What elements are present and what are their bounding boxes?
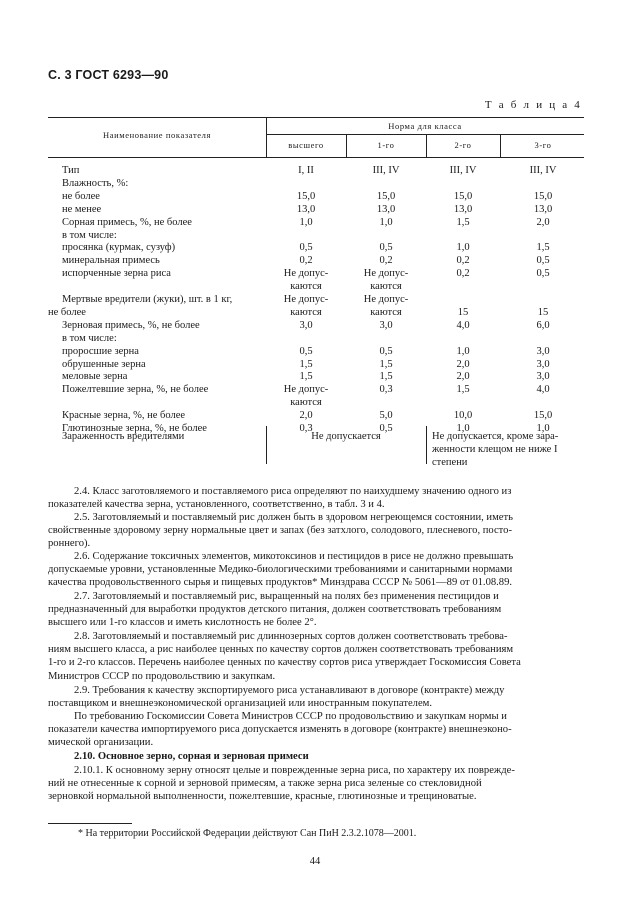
table-cell-value: 13,0	[376, 203, 396, 215]
paragraph-line: высшего или 1-го классов и иметь кислотность не более 2°.	[48, 617, 317, 629]
paragraph-2-4	[48, 485, 584, 511]
paragraph-line: 2.7. Заготовляемый и поставляемый рис, выращенный на полях без применения пестицидов и	[74, 591, 499, 602]
table-cell-name: Тип	[62, 165, 80, 176]
table-cell-value: 1,5	[379, 358, 393, 370]
section-heading-2-10	[48, 750, 584, 763]
table-cell-name: не более	[48, 306, 86, 318]
table-cell-value: 0,5	[299, 242, 313, 254]
table-cell-value: 13,0	[533, 203, 553, 215]
table-cell-value: 2,0	[456, 358, 470, 370]
footnote-rule	[48, 823, 132, 824]
table-cell-value: 15	[537, 306, 549, 318]
table-cell-value: 0,2	[456, 255, 470, 267]
table-cell-value: 6,0	[536, 319, 550, 331]
table-cell-value: 10,0	[453, 410, 473, 422]
table-cell-value: 3,0	[299, 319, 313, 331]
table-cell-name: не более	[62, 190, 100, 202]
table-cell-value: 0,5	[379, 423, 393, 434]
table-cell-value: каются	[290, 306, 322, 318]
table-cell-value: 0,5	[536, 268, 550, 280]
table-cell-value: Не допус-	[283, 384, 329, 396]
table-cell-name: испорченные зерна риса	[62, 268, 171, 280]
table-cell-value: III, IV	[372, 165, 400, 176]
table-cell-note: степени	[432, 457, 468, 468]
paragraph-line: качества продовольственного сырья и пищевых продуктов* Минздрава СССР № 5061—89 от 01.08.89.	[48, 577, 513, 589]
table-cell-value: 1,0	[456, 423, 470, 434]
table-cell-value: 15,0	[376, 190, 396, 202]
table-cell-name: Мертвые вредители (жуки), шт. в 1 кг,	[62, 294, 233, 305]
paragraph-line: ниям высшего класса, а рис наиболее ценных по качеству сортов должен соответствовать требованиям	[48, 644, 514, 656]
table-cell-value: Не допус-	[283, 294, 329, 305]
paragraph-line: 2.9. Требования к качеству экспортируемого риса устанавливают в договоре (контракте) между	[74, 685, 505, 696]
table-cell-value: 15,0	[296, 190, 316, 202]
page-header: С. 3 ГОСТ 6293—90	[48, 68, 169, 82]
table-cell-name: Влажность, %:	[62, 177, 129, 189]
table-cell-value: 1,5	[456, 384, 470, 396]
table-cell-value: 3,0	[536, 358, 550, 370]
table-cell-value: каются	[370, 306, 402, 318]
table-cell-value: 1,5	[299, 371, 313, 383]
paragraph-line: мической организации.	[48, 737, 154, 749]
table-cell-name: меловые зерна	[62, 371, 128, 383]
table-cell-name: Глютинозные зерна, %, не более	[62, 423, 207, 434]
paragraph-line: показатели качества импортируемого риса допускается изменять в договоре (контракте) внешнеэконо-	[48, 724, 512, 736]
table-cell-note: Не допускается, кроме зара-	[432, 431, 559, 442]
table-cell-value: 0,2	[299, 255, 313, 267]
table-cell-value: Не допускается	[311, 431, 381, 442]
paragraph-line: 1-го и 2-го классов. Перечень наиболее ценных по качеству сортов риса утверждает Госкомиссия Совета	[48, 657, 521, 669]
table-cell-value: 1,0	[456, 345, 470, 357]
paragraph-line: 2.5. Заготовляемый и поставляемый рис должен быть в здоровом негреющемся состоянии, иметь	[74, 512, 513, 523]
table-cell-value: 0,3	[379, 384, 393, 396]
table-cell-note: женности клещом не ниже I	[432, 444, 558, 455]
table-cell-name: Сорная примесь, %, не более	[62, 216, 192, 228]
paragraph-2-5	[48, 511, 584, 551]
table-top-rule	[48, 117, 584, 118]
table-cell-value: 1,5	[299, 358, 313, 370]
section-heading: 2.10. Основное зерно, сорная и зерновая примеси	[74, 751, 309, 762]
table-header-bottom-rule	[48, 157, 584, 158]
paragraph-2-8	[48, 630, 584, 683]
paragraph-line: предназначенный для выработки продуктов детского питания, должен соответствовать требованиям	[48, 604, 502, 616]
table-cell-name: Красные зерна, %, не более	[62, 410, 186, 422]
table-cell-value: 0,5	[379, 345, 393, 357]
table-cell-value: Не допус-	[283, 268, 329, 280]
table-cell-value: 3,0	[536, 371, 550, 383]
column-group-header: Норма для класса	[388, 121, 462, 131]
table-cell-value: 1,0	[456, 242, 470, 254]
column-header-name: Наименование показателя	[102, 130, 211, 140]
table-cell-value: 15	[457, 306, 469, 318]
table-cell-value: 5,0	[379, 410, 393, 422]
table-cell-value: 1,0	[379, 216, 393, 228]
paragraph-line: По требованию Госкомиссии Совета Министров СССР по продовольствию и закупкам нормы и	[74, 711, 507, 722]
paragraph-line: поставщиком и внешнеэкономической организацией или иностранным покупателем.	[48, 698, 433, 710]
table-cell-value: III, IV	[529, 165, 557, 176]
table-cell-value: 2,0	[456, 371, 470, 383]
paragraph-line: свойственные здоровому зерну нормальные цвет и запах (без затхлого, солодового, плесневого, посто-	[48, 525, 512, 537]
footnote: * На территории Российской Федерации действуют Сан ПиН 2.3.2.1078—2001.	[78, 828, 417, 839]
paragraph-2-10-1	[48, 764, 584, 804]
table-cell-value: 0,5	[379, 242, 393, 254]
table-cell-name: Зараженность вредителями	[62, 431, 185, 442]
table-cell-name: в том числе:	[62, 229, 117, 241]
table-cell-value: каются	[290, 281, 322, 293]
table-cell-value: 1,5	[536, 242, 550, 254]
page-number: 44	[309, 856, 321, 867]
table-cell-value: 1,0	[536, 423, 550, 434]
paragraph-line: 2.6. Содержание токсичных элементов, микотоксинов и пестицидов в рисе не должно превышать	[74, 551, 514, 562]
table-cell-value: каются	[370, 281, 402, 293]
table-cell-value: 3,0	[379, 319, 393, 331]
table-cell-name: Пожелтевшие зерна, %, не более	[62, 384, 209, 396]
table-cell-value: Не допус-	[363, 294, 409, 305]
table-cell-value: 15,0	[453, 190, 473, 202]
table-cell-value: 0,2	[456, 268, 470, 280]
paragraph-line: 2.10.1. К основному зерну относят целые и поврежденные зерна риса, по характеру их поврежде-	[74, 765, 515, 776]
table-cell-name: не менее	[62, 203, 102, 215]
table-cell-value: 0,5	[536, 255, 550, 267]
table-cell-value: Не допус-	[363, 268, 409, 280]
table-cell-value: 0,5	[299, 345, 313, 357]
paragraph-line: показателей качества зерна, установленного, соответственно, в табл. 3 и 4.	[48, 499, 385, 511]
table-cell-value: 4,0	[456, 319, 470, 331]
table-cell-value: 3,0	[536, 345, 550, 357]
column-header-class: 3-го	[534, 140, 552, 150]
paragraph-line: зерновкой нормальной выполненности, пожелтевшие, красные, глютинозные и трещиноватые.	[48, 791, 477, 803]
paragraph-2-7	[48, 590, 584, 630]
paragraph-line: Министров СССР по продовольствию и закупкам.	[48, 670, 276, 682]
table-cell-value: 1,5	[456, 216, 470, 228]
paragraph-2-9	[48, 684, 584, 710]
table-cell-name: проросшие зерна	[62, 345, 139, 357]
paragraph-line: 2.4. Класс заготовляемого и поставляемого риса определяют по наихудшему значению одного из	[74, 486, 512, 497]
table-cell-value: 13,0	[453, 203, 473, 215]
table-cell-value: 13,0	[296, 203, 316, 215]
paragraph-line: роннего).	[48, 538, 91, 550]
table-cell-name: минеральная примесь	[62, 255, 160, 267]
paragraph-2-6	[48, 550, 584, 590]
table-cell-value: 15,0	[533, 410, 553, 422]
column-header-class: 1-го	[377, 140, 395, 150]
table-cell-value: III, IV	[449, 165, 477, 176]
table-cell-value: 1,0	[299, 216, 313, 228]
table-caption: Т а б л и ц а 4	[484, 99, 582, 111]
paragraph-line: допускаемые уровни, установленные Медико-биологическими требованиями и санитарными нормами	[48, 564, 513, 576]
table-cell-value: I, II	[298, 165, 314, 176]
table-cell-value: каются	[290, 397, 322, 409]
paragraph-line: 2.8. Заготовляемый и поставляемый рис длиннозерных сортов должен соответствовать требова-	[74, 631, 508, 642]
table-cell-value: 0,3	[299, 423, 313, 434]
table-cell-value: 0,2	[379, 255, 393, 267]
paragraph-import	[48, 710, 584, 750]
table-cell-name: обрушенные зерна	[62, 358, 146, 370]
column-header-class: высшего	[288, 140, 324, 150]
table-cell-value: 2,0	[299, 410, 313, 422]
table-cell-value: 15,0	[533, 190, 553, 202]
table-cell-value: 4,0	[536, 384, 550, 396]
table-cell-name: просянка (курмак, сузуф)	[62, 242, 176, 254]
table-group-rule	[266, 134, 584, 135]
table-cell-name: в том числе:	[62, 332, 117, 344]
table-cell-value: 1,5	[379, 371, 393, 383]
table-cell-value: 2,0	[536, 216, 550, 228]
paragraph-line: ний не отнесенные к сорной и зерновой примесям, а также зерна риса зеленые со стекловидной	[48, 778, 482, 790]
column-header-class: 2-го	[454, 140, 472, 150]
table-cell-name: Зерновая примесь, %, не более	[62, 319, 200, 331]
